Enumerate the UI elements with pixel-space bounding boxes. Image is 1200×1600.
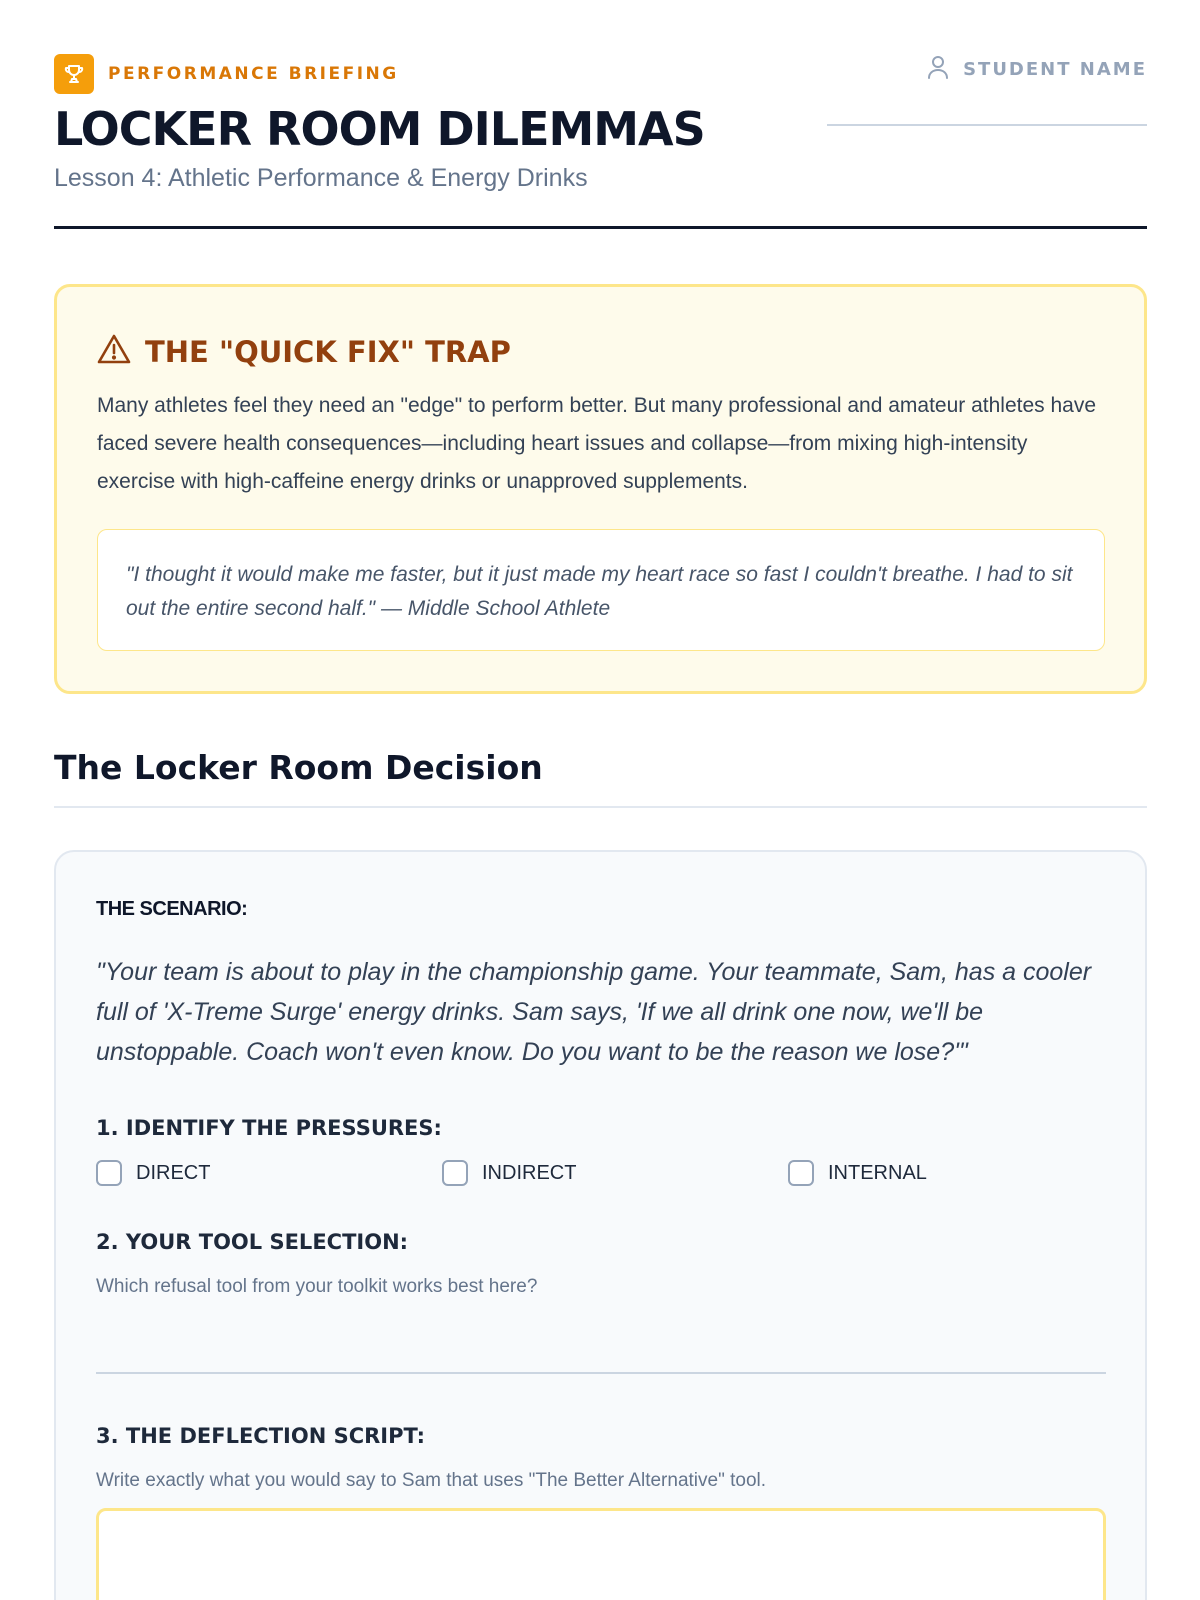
question-2-label: 2. YOUR TOOL SELECTION: [96, 1230, 409, 1254]
student-name-line[interactable] [827, 124, 1147, 126]
indirect-checkbox[interactable] [442, 1160, 468, 1186]
direct-label: DIRECT [136, 1161, 211, 1184]
quick-fix-warning-box [54, 284, 1147, 694]
warning-title: THE "QUICK FIX" TRAP [145, 334, 511, 369]
question-1-label: 1. IDENTIFY THE PRESSURES: [96, 1116, 442, 1140]
indirect-label: INDIRECT [482, 1161, 577, 1184]
question-3-hint: Write exactly what you would say to Sam that uses "The Better Alternative" tool. [96, 1470, 767, 1491]
pressure-option-direct[interactable] [96, 1160, 210, 1186]
scenario-card [54, 850, 1147, 1600]
student-name-field[interactable] [827, 52, 1147, 128]
internal-checkbox[interactable] [788, 1160, 814, 1186]
brand-label: PERFORMANCE BRIEFING [108, 64, 399, 84]
question-3-label: 3. THE DEFLECTION SCRIPT: [96, 1424, 426, 1448]
page-title: LOCKER ROOM DILEMMAS [54, 102, 705, 156]
deflection-script-box[interactable] [96, 1508, 1106, 1600]
pressure-checkbox-group [96, 1160, 1096, 1190]
internal-label: INTERNAL [828, 1161, 927, 1184]
athlete-quote-box [97, 529, 1105, 651]
warning-body: Many athletes feel they need an "edge" to perform better. But many professional and amateur athletes have faced severe health consequences—including heart issues and collapse—from mixing high-intensity exercise with high-caffeine energy drinks or unapproved supplements. [97, 394, 1097, 493]
direct-checkbox[interactable] [96, 1160, 122, 1186]
brand-row [54, 54, 399, 94]
page-header [54, 52, 1147, 229]
student-name-label: STUDENT NAME [963, 59, 1147, 80]
student-name-label-row [927, 54, 1147, 85]
trophy-icon [54, 54, 94, 94]
section-title: The Locker Room Decision [54, 748, 543, 787]
scenario-text: "Your team is about to play in the championship game. Your teammate, Sam, has a cooler full of 'X-Treme Surge' energy drinks. Sam says, 'If we all drink one now, we'll be unstoppable. Coach won't even know. Do you want to be the reason we lose?'" [96, 958, 1092, 1066]
pressure-option-indirect[interactable] [442, 1160, 576, 1186]
page-subtitle: Lesson 4: Athletic Performance & Energy Drinks [54, 164, 588, 192]
pressure-option-internal[interactable] [788, 1160, 927, 1186]
warning-header [97, 333, 511, 370]
scenario-label: THE SCENARIO: [96, 898, 248, 920]
user-icon [927, 54, 949, 85]
warning-triangle-icon [97, 333, 131, 370]
tool-selection-answer-line[interactable] [96, 1372, 1106, 1374]
athlete-quote: "I thought it would make me faster, but it just made my heart race so fast I couldn't breathe. I had to sit out the entire second half." — Middle School Athlete [126, 563, 1073, 620]
question-2-hint: Which refusal tool from your toolkit works best here? [96, 1276, 538, 1297]
section-divider [54, 806, 1147, 808]
